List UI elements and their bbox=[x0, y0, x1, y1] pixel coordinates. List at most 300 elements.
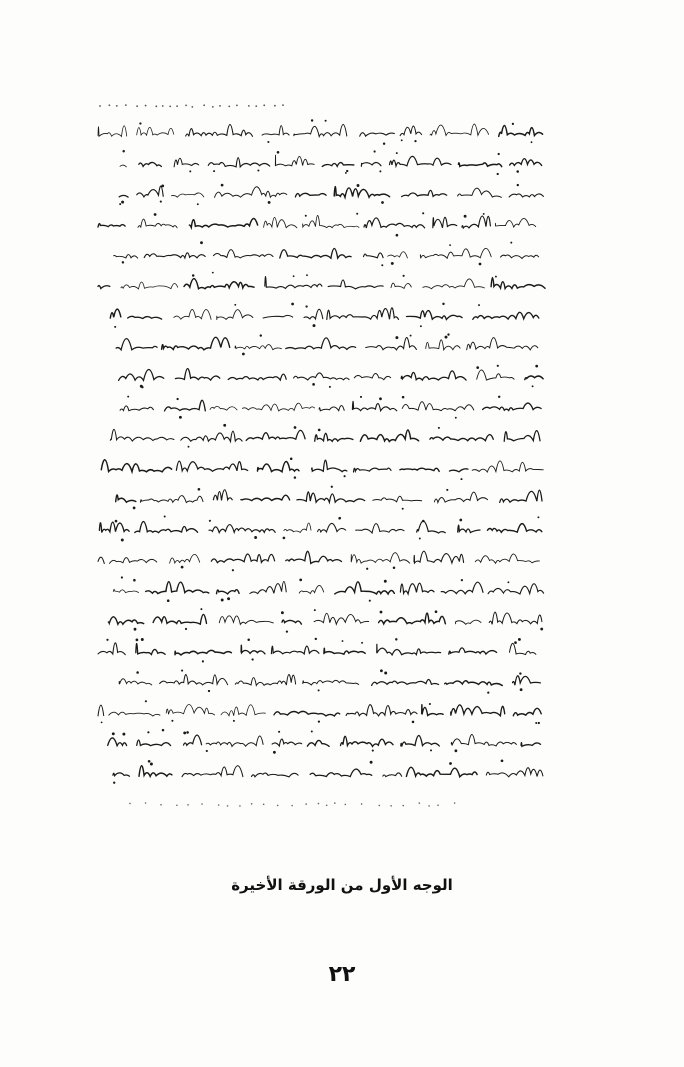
handwritten-word bbox=[383, 773, 402, 777]
diacritic-dot bbox=[478, 304, 480, 306]
diacritic-dot bbox=[455, 749, 458, 752]
handwritten-word bbox=[310, 769, 372, 777]
handwritten-word bbox=[297, 492, 365, 502]
handwritten-word bbox=[483, 403, 541, 410]
handwritten-word bbox=[414, 551, 464, 563]
handwritten-word bbox=[445, 681, 503, 686]
handwritten-word bbox=[275, 155, 314, 166]
handwritten-word bbox=[109, 712, 160, 716]
diacritic-dot bbox=[233, 720, 235, 722]
diacritic-dot bbox=[360, 396, 362, 398]
handwritten-word bbox=[406, 767, 477, 776]
handwritten-word bbox=[219, 616, 273, 625]
handwritten-word bbox=[458, 163, 501, 167]
handwritten-word bbox=[210, 406, 237, 410]
diacritic-dot bbox=[379, 397, 382, 400]
handwritten-word bbox=[314, 613, 369, 624]
handwritten-word bbox=[430, 124, 489, 135]
handwritten-word bbox=[488, 524, 542, 533]
handwritten-word bbox=[400, 583, 434, 594]
diacritic-dot bbox=[395, 638, 397, 640]
handwritten-word bbox=[263, 315, 293, 318]
diacritic-dot bbox=[306, 274, 308, 276]
diacritic-dot bbox=[293, 275, 295, 277]
diacritic-dot bbox=[197, 203, 199, 205]
handwritten-word bbox=[135, 522, 198, 533]
handwritten-word bbox=[108, 617, 143, 624]
handwritten-word bbox=[282, 620, 301, 624]
diacritic-dot bbox=[447, 333, 449, 335]
handwritten-word bbox=[434, 492, 487, 502]
diacritic-dot bbox=[200, 241, 203, 244]
diacritic-dot bbox=[133, 579, 136, 582]
diacritic-dot bbox=[381, 264, 383, 266]
diacritic-dot bbox=[514, 641, 517, 644]
diacritic-dot bbox=[429, 703, 431, 705]
diacritic-dot bbox=[412, 721, 415, 724]
handwritten-word bbox=[184, 735, 202, 745]
handwritten-word bbox=[489, 612, 542, 624]
handwritten-word bbox=[513, 708, 541, 715]
handwritten-word bbox=[364, 218, 425, 228]
manuscript-line bbox=[110, 424, 540, 448]
handwritten-word bbox=[462, 216, 491, 228]
diacritic-dot bbox=[430, 749, 432, 751]
handwritten-word bbox=[458, 525, 480, 532]
diacritic-dot bbox=[227, 597, 230, 600]
handwritten-word bbox=[286, 338, 356, 349]
handwritten-word bbox=[334, 187, 389, 198]
handwritten-word bbox=[241, 495, 290, 500]
diacritic-dot bbox=[396, 234, 399, 237]
handwritten-word bbox=[98, 643, 125, 655]
diacritic-dot bbox=[221, 184, 224, 187]
diacritic-dot bbox=[160, 201, 162, 203]
handwritten-word bbox=[241, 645, 265, 654]
handwritten-word bbox=[136, 644, 165, 655]
handwritten-word bbox=[286, 551, 342, 563]
handwritten-word bbox=[214, 250, 274, 258]
diacritic-dot bbox=[346, 170, 348, 172]
footer-dot bbox=[277, 805, 279, 807]
footer-dot bbox=[326, 804, 328, 806]
handwritten-word bbox=[324, 648, 365, 654]
handwritten-word bbox=[170, 554, 200, 563]
handwritten-word bbox=[354, 374, 390, 380]
handwritten-word bbox=[98, 224, 125, 228]
handwritten-word bbox=[128, 316, 162, 319]
diacritic-dot bbox=[145, 700, 147, 702]
diacritic-dot bbox=[312, 383, 315, 386]
page-number: ٢٢ bbox=[328, 962, 356, 987]
diacritic-dot bbox=[318, 429, 321, 432]
header-dot bbox=[191, 106, 193, 108]
footer-dot bbox=[454, 802, 456, 804]
diacritic-dot bbox=[314, 609, 316, 611]
handwritten-word bbox=[280, 248, 351, 258]
footer-dot bbox=[419, 802, 421, 804]
handwritten-word bbox=[352, 401, 396, 410]
handwritten-word bbox=[189, 218, 257, 227]
handwritten-word bbox=[488, 584, 543, 594]
footer-dot bbox=[187, 804, 189, 806]
diacritic-dot bbox=[487, 691, 489, 693]
diacritic-dot bbox=[403, 275, 405, 277]
diacritic-dot bbox=[391, 262, 394, 265]
handwritten-word bbox=[98, 705, 104, 716]
handwritten-word bbox=[441, 582, 483, 594]
handwritten-word bbox=[120, 165, 126, 167]
handwritten-word bbox=[186, 125, 253, 137]
header-dot bbox=[274, 105, 276, 107]
manuscript-line bbox=[119, 669, 540, 693]
diacritic-dot bbox=[257, 169, 259, 171]
handwritten-word bbox=[98, 286, 110, 289]
handwritten-word bbox=[209, 525, 275, 533]
diacritic-dot bbox=[139, 122, 141, 124]
diacritic-dot bbox=[374, 150, 376, 152]
diacritic-dot bbox=[112, 732, 115, 735]
header-dot bbox=[162, 105, 164, 107]
handwritten-word bbox=[264, 217, 297, 227]
diacritic-dot bbox=[356, 213, 358, 215]
handwritten-word bbox=[182, 766, 243, 777]
diacritic-dot bbox=[176, 398, 178, 400]
diacritic-dot bbox=[147, 731, 149, 733]
handwritten-word bbox=[242, 403, 314, 411]
diacritic-dot bbox=[435, 610, 438, 613]
header-dot bbox=[176, 105, 178, 107]
diacritic-dot bbox=[455, 417, 457, 419]
diacritic-dot bbox=[189, 170, 191, 172]
handwritten-word bbox=[206, 736, 263, 746]
handwritten-word bbox=[401, 371, 466, 380]
handwritten-word bbox=[272, 739, 302, 746]
diacritic-dot bbox=[113, 782, 115, 784]
diacritic-dot bbox=[251, 658, 253, 660]
diacritic-dot bbox=[483, 213, 485, 215]
diacritic-dot bbox=[148, 760, 151, 763]
diacritic-dot bbox=[167, 599, 170, 602]
diacritic-dot bbox=[518, 638, 521, 641]
diacritic-dot bbox=[150, 763, 153, 766]
diacritic-dot bbox=[517, 184, 519, 186]
manuscript-line bbox=[116, 333, 538, 355]
handwritten-word bbox=[153, 614, 206, 624]
diacritic-dot bbox=[401, 139, 403, 141]
diacritic-dot bbox=[183, 731, 186, 734]
handwritten-word bbox=[318, 523, 346, 532]
diacritic-dot bbox=[345, 172, 347, 174]
footer-dot bbox=[145, 802, 147, 804]
diacritic-dot bbox=[305, 305, 307, 307]
diacritic-dot bbox=[299, 579, 302, 582]
handwritten-word bbox=[215, 187, 287, 198]
handwritten-word bbox=[162, 337, 230, 349]
diacritic-dot bbox=[419, 538, 421, 540]
handwritten-word bbox=[426, 340, 460, 350]
handwritten-word bbox=[312, 460, 347, 472]
diacritic-dot bbox=[221, 599, 224, 602]
handwritten-word bbox=[108, 738, 127, 746]
handwritten-word bbox=[114, 255, 138, 259]
handwritten-word bbox=[295, 193, 326, 197]
diacritic-dot bbox=[537, 516, 539, 518]
handwritten-word bbox=[361, 163, 381, 167]
handwritten-word bbox=[110, 558, 157, 564]
diacritic-dot bbox=[283, 537, 286, 540]
diacritic-dot bbox=[254, 536, 257, 539]
handwritten-word bbox=[171, 193, 203, 197]
diacritic-dot bbox=[498, 153, 500, 155]
diacritic-dot bbox=[501, 759, 504, 762]
handwritten-word bbox=[450, 469, 469, 472]
handwritten-word bbox=[486, 768, 543, 777]
handwritten-word bbox=[417, 521, 446, 533]
handwritten-word bbox=[113, 773, 130, 776]
diacritic-dot bbox=[460, 478, 462, 480]
diacritic-dot bbox=[510, 242, 512, 244]
diacritic-dot bbox=[247, 638, 250, 641]
handwritten-word bbox=[388, 252, 408, 258]
diacritic-dot bbox=[294, 426, 297, 429]
handwritten-word bbox=[473, 312, 539, 319]
handwritten-word bbox=[477, 370, 514, 380]
footer-dot bbox=[334, 802, 336, 804]
diacritic-dot bbox=[331, 486, 333, 488]
diacritic-dot bbox=[497, 365, 499, 367]
diacritic-dot bbox=[114, 326, 116, 328]
diacritic-dot bbox=[495, 276, 497, 278]
handwritten-word bbox=[294, 124, 347, 136]
handwritten-word bbox=[354, 468, 392, 472]
handwritten-word bbox=[284, 523, 311, 533]
handwritten-word bbox=[265, 277, 322, 289]
diacritic-dot bbox=[384, 580, 387, 583]
diacritic-dot bbox=[497, 173, 499, 175]
footer-dot bbox=[239, 805, 241, 807]
diacritic-dot bbox=[121, 539, 124, 542]
diacritic-dot bbox=[479, 263, 482, 266]
diacritic-dot bbox=[313, 324, 316, 327]
handwritten-word bbox=[346, 705, 417, 716]
diacritic-dot bbox=[294, 476, 296, 478]
handwritten-word bbox=[372, 680, 439, 686]
handwritten-word bbox=[274, 711, 340, 716]
diacritic-dot bbox=[232, 569, 234, 571]
handwritten-word bbox=[491, 278, 545, 289]
diacritic-dot bbox=[127, 396, 129, 398]
manuscript-line bbox=[98, 700, 541, 724]
diacritic-dot bbox=[133, 507, 136, 510]
footer-dot bbox=[227, 805, 229, 807]
handwritten-word bbox=[271, 646, 319, 654]
handwritten-word bbox=[422, 705, 443, 716]
diacritic-dot bbox=[119, 203, 121, 205]
diacritic-dot bbox=[122, 733, 125, 736]
handwritten-word bbox=[499, 125, 543, 136]
manuscript-line bbox=[98, 119, 543, 145]
diacritic-dot bbox=[141, 386, 143, 388]
diacritic-dot bbox=[384, 672, 387, 675]
diacritic-dot bbox=[101, 722, 103, 724]
diacritic-dot bbox=[538, 722, 540, 724]
header-dot bbox=[263, 104, 265, 106]
manuscript-line bbox=[120, 150, 542, 175]
handwritten-word bbox=[360, 430, 418, 442]
header-dot bbox=[99, 105, 101, 107]
header-dot bbox=[136, 105, 138, 107]
header-dot bbox=[255, 105, 257, 107]
diacritic-dot bbox=[311, 119, 313, 121]
diacritic-dot bbox=[540, 628, 543, 631]
footer-dot bbox=[305, 803, 307, 805]
handwritten-word bbox=[315, 433, 353, 441]
diacritic-dot bbox=[372, 750, 374, 752]
manuscript-line bbox=[113, 759, 543, 783]
diacritic-dot bbox=[393, 566, 396, 569]
handwritten-word bbox=[500, 490, 542, 502]
header-dot bbox=[155, 105, 157, 107]
header-dot bbox=[248, 105, 250, 107]
header-dot bbox=[185, 104, 187, 106]
diacritic-dot bbox=[268, 201, 271, 204]
diacritic-dot bbox=[422, 212, 424, 214]
handwritten-word bbox=[525, 376, 543, 380]
handwritten-word bbox=[160, 675, 228, 685]
diacritic-dot bbox=[414, 140, 416, 142]
diacritic-dot bbox=[464, 215, 467, 218]
handwritten-word bbox=[138, 219, 177, 228]
diacritic-dot bbox=[512, 123, 514, 125]
handwritten-word bbox=[144, 253, 205, 258]
diacritic-dot bbox=[318, 720, 320, 722]
handwritten-word bbox=[458, 188, 502, 197]
diacritic-dot bbox=[136, 671, 139, 674]
handwritten-word bbox=[181, 431, 242, 441]
footer-dot bbox=[201, 803, 203, 805]
diacritic-dot bbox=[311, 731, 313, 733]
footer-dot bbox=[402, 805, 404, 807]
diacritic-dot bbox=[179, 416, 182, 419]
handwritten-word bbox=[221, 705, 265, 716]
handwritten-word bbox=[166, 704, 215, 714]
manuscript-line bbox=[114, 241, 539, 266]
handwritten-word bbox=[341, 736, 394, 746]
handwritten-word bbox=[390, 156, 452, 166]
handwritten-word bbox=[228, 374, 286, 380]
diacritic-dot bbox=[106, 639, 108, 641]
diacritic-dot bbox=[532, 385, 534, 387]
manuscript-line bbox=[108, 608, 543, 633]
header-dot bbox=[212, 106, 214, 108]
diacritic-dot bbox=[459, 519, 462, 522]
handwritten-word bbox=[379, 613, 446, 624]
diacritic-dot bbox=[380, 669, 383, 672]
diacritic-dot bbox=[402, 508, 404, 510]
diacritic-dot bbox=[234, 304, 236, 306]
header-dot bbox=[116, 105, 118, 107]
handwritten-word bbox=[433, 217, 457, 227]
footer-dot bbox=[176, 804, 178, 806]
handwritten-word bbox=[304, 309, 323, 319]
manuscript-line bbox=[110, 303, 539, 328]
diacritic-dot bbox=[370, 761, 373, 764]
handwritten-word bbox=[456, 620, 481, 624]
handwritten-word bbox=[467, 338, 538, 350]
diacritic-dot bbox=[198, 488, 201, 491]
handwritten-word bbox=[299, 585, 324, 593]
footer-dot bbox=[160, 804, 162, 806]
diacritic-dot bbox=[520, 688, 523, 691]
handwritten-word bbox=[400, 126, 422, 136]
manuscript-line bbox=[98, 272, 545, 289]
diacritic-dot bbox=[290, 458, 293, 461]
diacritic-dot bbox=[122, 261, 124, 263]
handwritten-word bbox=[377, 644, 441, 655]
diacritic-dot bbox=[449, 762, 452, 765]
header-dot bbox=[108, 104, 110, 106]
diacritic-dot bbox=[396, 152, 398, 154]
diacritic-dot bbox=[242, 353, 245, 356]
diacritic-dot bbox=[223, 424, 226, 427]
handwritten-word bbox=[98, 126, 127, 137]
handwritten-word bbox=[430, 435, 493, 441]
footer-dot bbox=[437, 804, 439, 806]
manuscript-page-image bbox=[90, 95, 560, 815]
handwritten-word bbox=[327, 308, 399, 320]
diacritic-dot bbox=[181, 670, 183, 672]
handwritten-word bbox=[303, 215, 359, 227]
manuscript-line bbox=[98, 638, 536, 663]
manuscript-line bbox=[99, 515, 541, 541]
page-caption: الوجه الأول من الورقة الأخيرة bbox=[231, 876, 453, 894]
handwritten-word bbox=[294, 373, 350, 380]
handwritten-word bbox=[356, 524, 404, 533]
handwritten-word bbox=[119, 195, 128, 197]
diacritic-dot bbox=[476, 366, 479, 369]
diacritic-dot bbox=[186, 731, 189, 734]
handwritten-word bbox=[213, 490, 232, 501]
diacritic-dot bbox=[162, 729, 165, 732]
diacritic-dot bbox=[154, 213, 157, 216]
diacritic-dot bbox=[278, 731, 280, 733]
handwritten-word bbox=[110, 429, 174, 441]
handwritten-word bbox=[364, 253, 384, 258]
diacritic-dot bbox=[171, 720, 173, 722]
handwritten-word bbox=[217, 590, 240, 594]
handwritten-word bbox=[137, 740, 171, 746]
diacritic-dot bbox=[329, 386, 331, 388]
diacritic-dot bbox=[181, 566, 184, 569]
footer-dot bbox=[291, 805, 293, 807]
manuscript-line bbox=[101, 458, 543, 481]
handwritten-word bbox=[184, 279, 254, 289]
handwritten-word bbox=[137, 127, 174, 135]
handwritten-word bbox=[116, 339, 157, 350]
handwritten-word bbox=[110, 309, 121, 318]
footer-dot bbox=[361, 803, 363, 805]
handwritten-word bbox=[258, 462, 300, 472]
handwritten-word bbox=[174, 158, 199, 167]
handwritten-word bbox=[140, 496, 203, 503]
footer-dot bbox=[378, 805, 380, 807]
handwritten-word bbox=[351, 553, 410, 564]
diacritic-dot bbox=[315, 638, 317, 640]
footer-dot bbox=[251, 803, 253, 805]
diacritic-dot bbox=[438, 427, 440, 429]
diacritic-dot bbox=[535, 722, 537, 724]
